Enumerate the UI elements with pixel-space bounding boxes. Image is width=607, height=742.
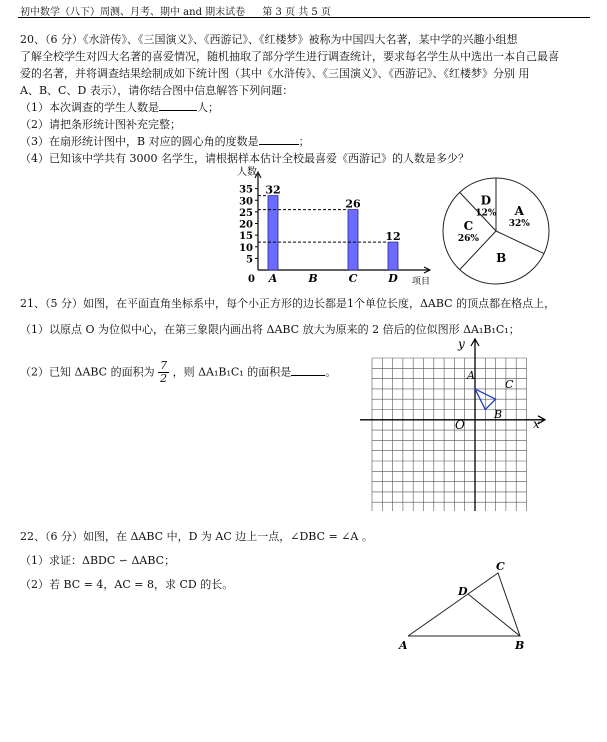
header-title: 初中数学（八下）周测、月考、期中 and 期末试卷: [20, 7, 246, 18]
slice-percent-A: 32%: [508, 219, 530, 230]
q20-sub1-suffix: 人；: [197, 101, 219, 114]
fraction-numerator: 7: [160, 359, 168, 372]
slice-percent-C: 26%: [457, 234, 479, 244]
q21-sub2-mid: ，则 ΔA₁B₁C₁ 的面积是: [172, 365, 292, 379]
category-label-D: D: [388, 272, 398, 285]
slice-label-A: A: [514, 204, 524, 219]
answer-blank[interactable]: [259, 144, 299, 145]
triangle-abc: [408, 573, 520, 636]
q20-sub3: [20, 135, 310, 149]
q21-sub1: （1）以原点 O 为位似中心，在第三象限内画出将 ΔABC 放大为原来的 2 倍后的位似图形 ΔA₁B₁C₁；: [20, 323, 520, 336]
q22-sub1: （1）求证：ΔBDC ∽ ΔABC；: [20, 554, 176, 567]
q22-sub2: （2）若 BC = 4，AC = 8，求 CD 的长。: [20, 578, 234, 591]
q20-line3: 爱的名著，并将调查结果绘制成如下统计图（其中《水浒传》、《三国演义》、《西游记》、《红楼梦》分别 用: [20, 67, 530, 80]
bar-chart: [225, 166, 445, 292]
bar-value-label: 32: [265, 183, 281, 197]
y-tick-label: 25: [239, 207, 253, 219]
axis-y-label: y: [458, 337, 465, 351]
slice-label-B: B: [496, 251, 507, 266]
bar-C: [348, 210, 358, 270]
origin-label: O: [455, 418, 465, 432]
answer-blank[interactable]: [291, 375, 325, 376]
category-label-B: B: [308, 272, 318, 285]
q22-line1: 22、（6 分）如图，在 ΔABC 中，D 为 AC 边上一点，∠DBC = ∠A 。: [20, 530, 373, 543]
q20-sub3-suffix: ；: [298, 135, 310, 148]
y-tick-label: 15: [239, 231, 253, 243]
y-tick-label: 10: [239, 242, 253, 254]
x-axis-title: 项目: [412, 277, 431, 287]
y-tick-label: 5: [246, 254, 253, 266]
y-axis-title: 人数: [237, 167, 257, 178]
q21-sub2-text: （2）已知 ΔABC 的面积为: [20, 365, 155, 379]
q20-line2: 了解全校学生对四大名著的喜爱情况，随机抽取了部分学生进行调查统计，要求每名学生从中选出一本自己最喜: [20, 50, 559, 63]
slice-label-D: D: [480, 193, 492, 208]
q20-sub1-text: （1）本次调查的学生人数是: [20, 101, 159, 114]
q21-sub2-suffix: 。: [325, 365, 337, 379]
fraction-seven-halves: [158, 360, 169, 385]
fraction-denominator: 2: [160, 372, 168, 385]
y-tick-label: 35: [239, 184, 253, 196]
q20-sub3-text: （3）在扇形统计图中，B 对应的圆心角的度数是: [20, 135, 259, 148]
answer-blank[interactable]: [159, 110, 197, 111]
q20-sub1: [20, 101, 219, 115]
q20-sub4: （4）已知该中学共有 3000 名学生，请根据样本估计全校最喜爱《西游记》的人数是多少？: [20, 152, 469, 165]
category-label-C: C: [348, 272, 358, 285]
page-number: 第 3 页 共 5 页: [262, 7, 331, 18]
vertex-c-label: C: [496, 560, 505, 573]
y-tick-label: 20: [239, 219, 253, 231]
y-tick-label: 30: [239, 196, 253, 208]
q20-sub2: （2）请把条形统计图补充完整；: [20, 118, 181, 131]
bar-D: [388, 242, 398, 270]
q21-line1: 21、（5 分）如图，在平面直角坐标系中，每个小正方形的边长都是1个单位长度，ΔABC 的顶点都在格点上，: [20, 297, 556, 310]
bar-value-label: 12: [385, 230, 401, 244]
page-header: [20, 3, 331, 18]
category-label-A: A: [268, 272, 278, 285]
q20-line1: 20、（6 分）《水浒传》、《三国演义》、《西游记》、《红楼梦》被称为中国四大名著，某中学的兴趣小组想: [20, 33, 518, 46]
vertex-a-label: A: [399, 639, 408, 652]
point-c-label: C: [505, 378, 514, 391]
pie-chart: [440, 175, 552, 287]
q20-line4: A、B、C、D 表示），请你结合图中信息解答下列问题：: [20, 84, 294, 97]
header-rule: [18, 17, 590, 18]
vertex-b-label: B: [515, 639, 525, 652]
axis-x-label: x: [533, 417, 540, 431]
q21-sub2: [20, 360, 336, 385]
point-a-label: A: [467, 369, 475, 382]
slice-percent-D: 12%: [475, 208, 497, 219]
point-b-label: B: [494, 408, 503, 421]
triangle-figure: [395, 558, 535, 653]
bar-value-label: 26: [345, 197, 361, 211]
bar-A: [268, 196, 278, 270]
coordinate-grid: [355, 336, 555, 511]
origin-zero: 0: [248, 274, 255, 285]
slice-label-C: C: [463, 219, 474, 233]
point-d-label: D: [458, 585, 468, 598]
